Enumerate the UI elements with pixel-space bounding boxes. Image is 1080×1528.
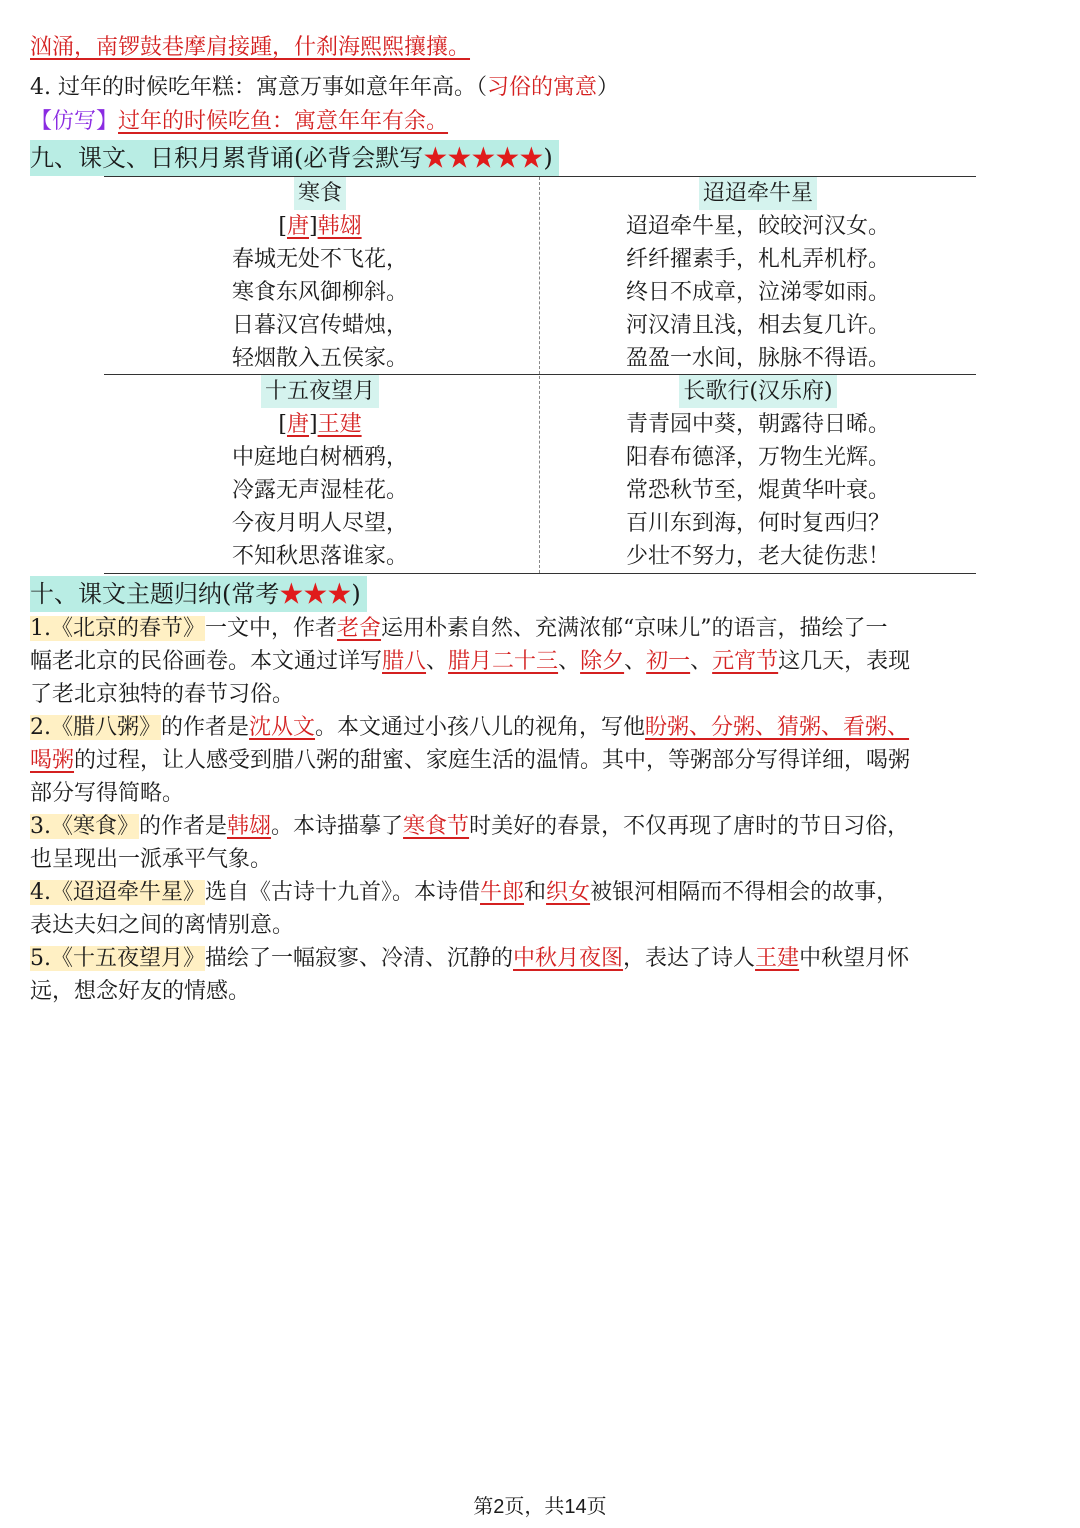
- fangxie-line: 【仿写】过年的时候吃鱼：寓意年年有余。: [30, 109, 449, 134]
- poem-line: 迢迢牵牛星，皎皎河汉女。: [625, 214, 890, 239]
- poem-line: 轻烟散入五侯家。: [231, 346, 408, 371]
- poem-line: 日暮汉宫传蜡烛，: [231, 313, 408, 338]
- poem-line: 今夜月明人尽望，: [231, 511, 408, 536]
- poem-line: 少壮不努力，老大徒伤悲！: [625, 544, 890, 569]
- section-9-header: 九、课文、日积月累背诵(必背会默写★★★★★): [30, 140, 559, 176]
- poem-changgexing: [548, 375, 968, 573]
- poem-line: 终日不成章，泣涕零如雨。: [625, 280, 890, 305]
- theme-3: 3.《寒食》的作者是韩翃。本诗描摹了寒食节时美好的春景，不仅再现了唐时的节日习俗， 也呈现出一派承平气象。: [30, 814, 910, 872]
- poem-line: 纤纤擢素手，札札弄机杼。: [625, 247, 890, 272]
- poem-line: 常恐秋节至，焜黄华叶衰。: [625, 478, 890, 503]
- section-10-header: 十、课文主题归纳(常考★★★): [30, 576, 367, 612]
- poem-line: 河汉清且浅，相去复几许。: [625, 313, 890, 338]
- poem-title: 十五夜望月: [261, 375, 379, 408]
- poem-line: 阳春布德泽，万物生光辉。: [625, 445, 890, 470]
- item-4: 4. 过年的时候吃年糕：寓意万事如意年年高。（习俗的寓意）: [30, 75, 620, 100]
- poem-line: 百川东到海，何时复西归？: [625, 511, 890, 536]
- poem-title: 迢迢牵牛星: [699, 177, 817, 210]
- theme-2: 2.《腊八粥》的作者是沈从文。本文通过小孩八儿的视角，写他盼粥、分粥、猜粥、看粥、 喝粥的过程，让人感受到腊八粥的甜蜜、家庭生活的温情。其中，等粥部分写得详细，喝粥 部分写得简略。: [30, 715, 911, 806]
- poem-line: 不知秋思落谁家。: [231, 544, 408, 569]
- rating-stars: ★★★: [279, 580, 352, 608]
- poem-title: 寒食: [294, 177, 346, 210]
- fangxie-tag: 【仿写】: [30, 109, 119, 134]
- theme-1: 1.《北京的春节》一文中，作者老舍运用朴素自然、充满浓郁“京味儿”的语言，描绘了一 幅老北京的民俗画卷。本文通过详写腊八、腊月二十三、除夕、初一、元宵节这几天，表现 了老北京独特的春节习俗。: [30, 616, 911, 707]
- poem-tiaotiao: [548, 177, 968, 375]
- page-footer: 第2页，共14页: [473, 1496, 607, 1518]
- poem-title: 长歌行(汉乐府): [679, 375, 836, 408]
- carryover-line: 汹涌，南锣鼓巷摩肩接踵，什刹海熙熙攘攘。: [30, 35, 471, 60]
- poem-line: 青青园中葵，朝露待日晞。: [625, 412, 890, 437]
- theme-5: 5.《十五夜望月》描绘了一幅寂寥、冷清、沉静的中秋月夜图，表达了诗人王建中秋望月怀 远，想念好友的情感。: [30, 946, 910, 1004]
- poem-line: 中庭地白树栖鸦，: [231, 445, 408, 470]
- poem-line: 盈盈一水间，脉脉不得语。: [625, 346, 890, 371]
- theme-4: 4.《迢迢牵牛星》选自《古诗十九首》。本诗借牛郎和织女被银河相隔而不得相会的故事， 表达夫妇之间的离情别意。: [30, 880, 899, 938]
- poem-author: [唐]韩翃: [278, 214, 362, 239]
- poem-line: 冷露无声湿桂花。: [231, 478, 408, 503]
- rating-stars: ★★★★★: [423, 144, 544, 172]
- poem-line: 寒食东风御柳斜。: [231, 280, 408, 305]
- poem-shiwuye: [110, 375, 530, 573]
- poem-line: 春城无处不飞花，: [231, 247, 408, 272]
- poem-author: [唐]王建: [278, 412, 362, 437]
- poem-hanshi: [110, 177, 530, 375]
- table-column-divider: [539, 177, 540, 573]
- table-bottom-rule: [104, 573, 976, 574]
